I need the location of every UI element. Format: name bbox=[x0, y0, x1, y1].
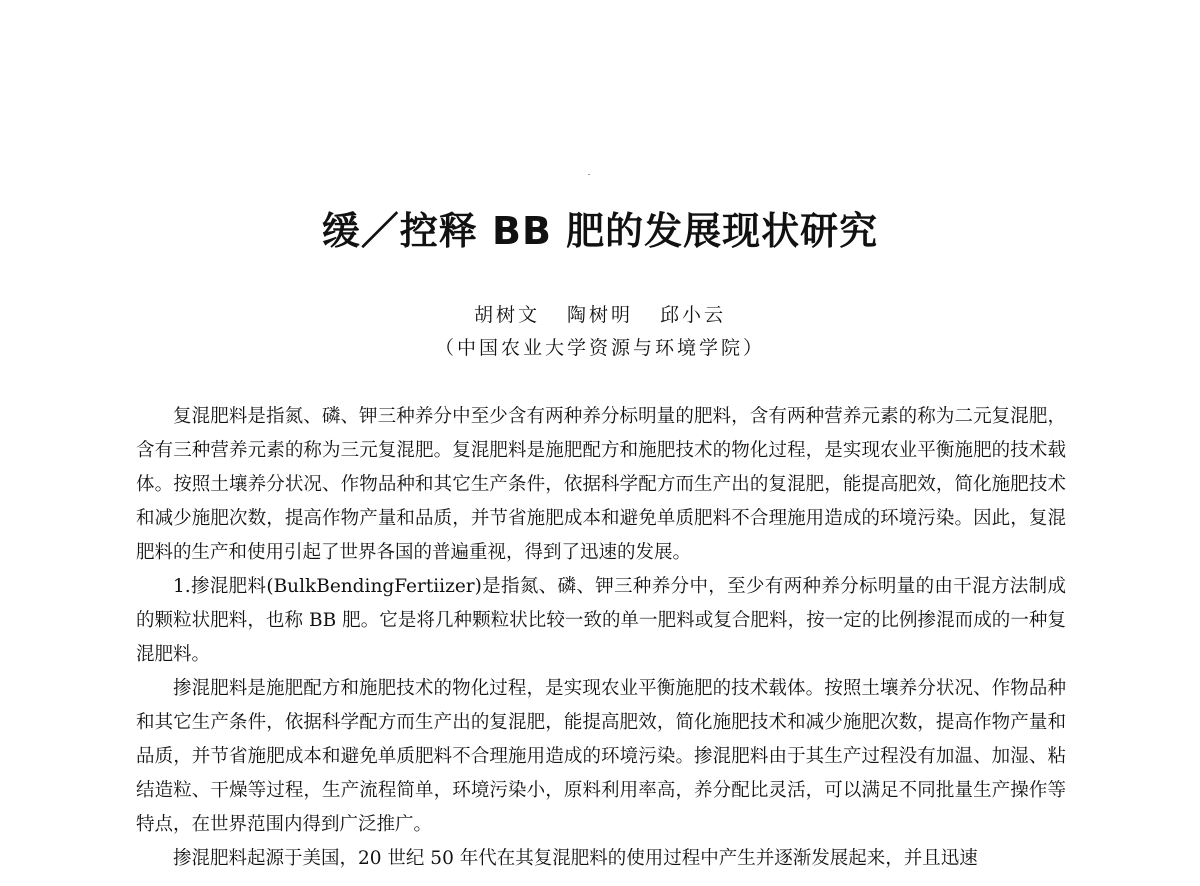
scan-speck bbox=[588, 174, 590, 175]
author-list: 胡树文 陶树明 邱小云 bbox=[473, 304, 727, 326]
body-paragraph-1: 复混肥料是指氮、磷、钾三种养分中至少含有两种养分标明量的肥料，含有两种营养元素的称为二元复混肥，含有三种营养元素的称为三元复混肥。复混肥料是施肥配方和施肥技术的物化过程，是实现农业平衡施肥的技术载体。按照土壤养分状况、作物品种和其它生产条件，依据科学配方而生产出的复混肥，能提高肥效，简化施肥技术和减少施肥次数，提高作物产量和品质，并节省施肥成本和避免单质肥料不合理施用造成的环境污染。因此，复混肥料的生产和使用引起了世界各国的普遍重视，得到了迅速的发展。 bbox=[136, 406, 1066, 563]
paper-title: 缓／控释 BB 肥的发展现状研究 bbox=[321, 209, 879, 253]
author-affiliation: （中国农业大学资源与环境学院） bbox=[434, 337, 765, 359]
article-body bbox=[136, 400, 1066, 876]
body-paragraph-4: 掺混肥料起源于美国，20 世纪 50 年代在其复混肥料的使用过程中产生并逐渐发展起来，并且迅速 bbox=[173, 848, 978, 869]
body-paragraph-2: 1.掺混肥料(BulkBendingFertiizer)是指氮、磷、钾三种养分中，至少有两种养分标明量的由干混方法制成的颗粒状肥料，也称 BB 肥。它是将几种颗粒状比较一致的单一肥料或复合肥料，按一定的比例掺混而成的一种复混肥料。 bbox=[136, 576, 1066, 665]
body-paragraph-3: 掺混肥料是施肥配方和施肥技术的物化过程，是实现农业平衡施肥的技术载体。按照土壤养分状况、作物品种和其它生产条件，依据科学配方而生产出的复混肥，能提高肥效，简化施肥技术和减少施肥次数，提高作物产量和品质，并节省施肥成本和避免单质肥料不合理施用造成的环境污染。掺混肥料由于其生产过程没有加温、加湿、粘结造粒、干燥等过程，生产流程简单，环境污染小，原料利用率高，养分配比灵活，可以满足不同批量生产操作等特点，在世界范围内得到广泛推广。 bbox=[136, 678, 1066, 835]
